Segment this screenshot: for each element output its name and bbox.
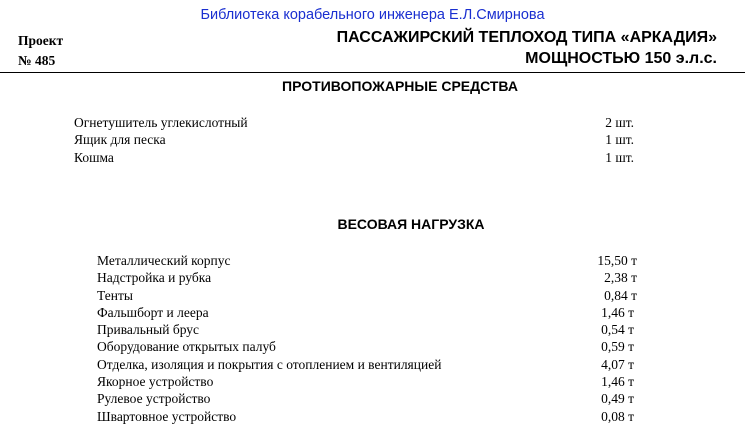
item-value: 1,46 т (601, 374, 634, 390)
project-number: № 485 (18, 53, 56, 68)
project-label: Проект (18, 33, 64, 48)
item-value: 2 шт. (605, 115, 634, 130)
weight-heading: ВЕСОВАЯ НАГРУЗКА (337, 216, 485, 232)
item-value: 1 шт. (605, 149, 634, 165)
list-item (97, 269, 637, 286)
list-item (97, 408, 637, 425)
item-name: Отделка, изоляция и покрытия с отоплением и вентиляцией (97, 356, 442, 372)
list-item (97, 338, 637, 355)
ship-power: МОЩНОСТЬЮ 150 э.л.с. (525, 50, 717, 67)
item-value: 1 шт. (605, 132, 634, 148)
list-item (97, 321, 637, 338)
item-name: Привальный брус (97, 322, 200, 338)
item-value: 0,59 т (601, 339, 634, 355)
weight-list (97, 252, 637, 425)
item-name: Фальшборт и леера (97, 304, 209, 320)
item-name: Ящик для песка (74, 132, 166, 148)
item-name: Рулевое устройство (97, 391, 211, 407)
item-value: 1,46 т (601, 304, 634, 320)
list-item (74, 114, 634, 131)
item-value: 0,49 т (601, 391, 634, 407)
list-item (97, 252, 637, 269)
item-name: Надстройка и рубка (97, 270, 212, 286)
library-title: Библиотека корабельного инженера Е.Л.Смирнова (200, 7, 545, 23)
item-name: Металлический корпус (97, 253, 231, 268)
item-name: Тенты (97, 287, 133, 303)
item-value: 0,54 т (601, 322, 634, 338)
header-rule (0, 72, 745, 73)
fire-list (74, 114, 634, 166)
item-name: Оборудование открытых палуб (97, 339, 276, 355)
list-item (97, 287, 637, 304)
item-name: Якорное устройство (97, 374, 214, 390)
list-item (97, 390, 637, 407)
list-item (97, 304, 637, 321)
list-item (97, 373, 637, 390)
list-item (74, 131, 634, 148)
fire-heading: ПРОТИВОПОЖАРНЫЕ СРЕДСТВА (282, 78, 518, 94)
item-value: 15,50 т (597, 253, 637, 268)
item-value: 0,84 т (604, 287, 637, 303)
item-value: 0,08 т (601, 408, 634, 424)
list-item (97, 356, 637, 373)
item-name: Огнетушитель углекислотный (74, 115, 248, 130)
item-name: Кошма (74, 149, 114, 165)
item-name: Швартовное устройство (97, 408, 237, 424)
ship-title: ПАССАЖИРСКИЙ ТЕПЛОХОД ТИПА «АРКАДИЯ» (336, 29, 717, 46)
item-value: 2,38 т (604, 270, 637, 286)
list-item (74, 149, 634, 166)
item-value: 4,07 т (601, 356, 634, 372)
